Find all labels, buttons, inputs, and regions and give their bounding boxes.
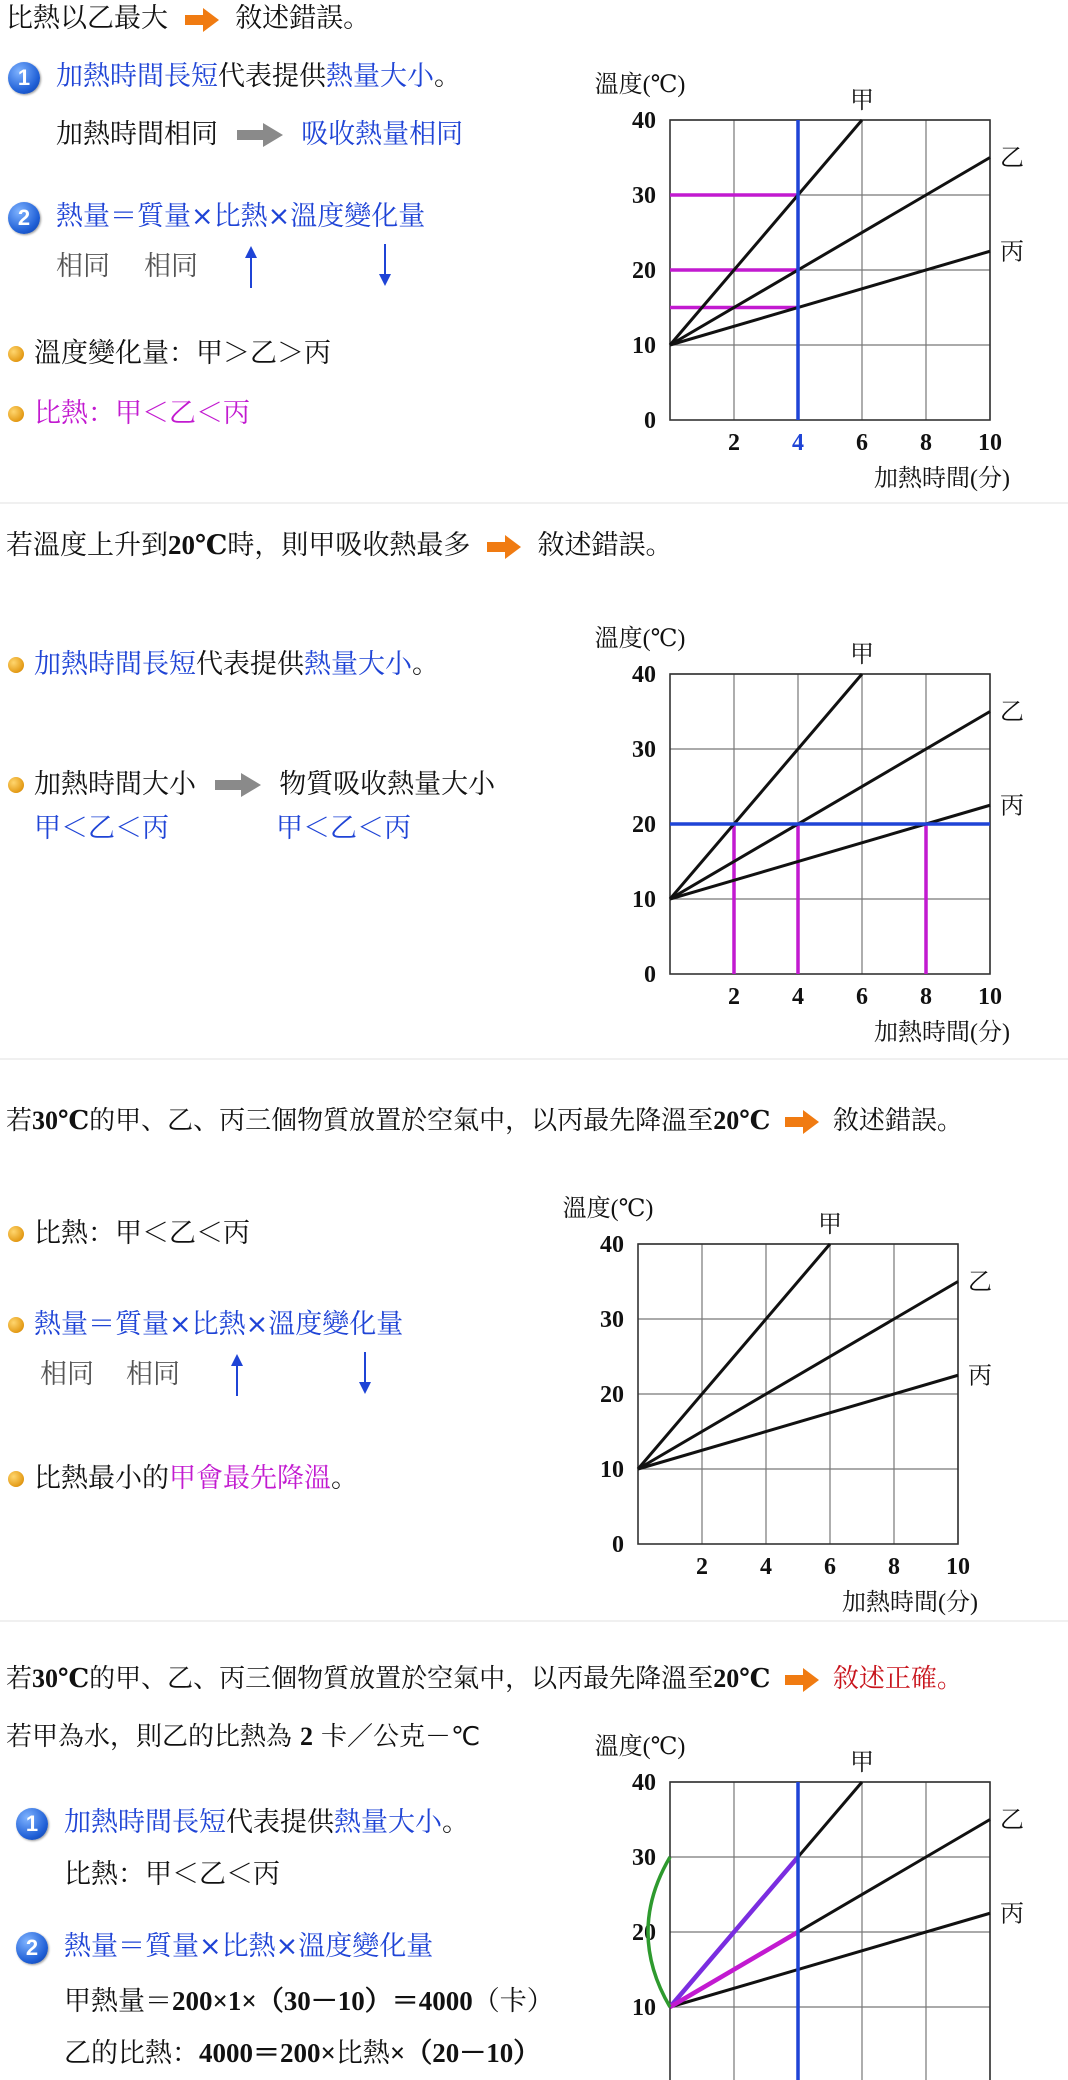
x-axis-label: 加熱時間(分): [874, 466, 1010, 492]
x-tick-label: 10: [978, 430, 1002, 456]
series-line: [670, 158, 990, 346]
bullet-temp-change: 溫度變化量：甲＞乙＞丙: [34, 338, 331, 369]
bullet-dot: [8, 406, 24, 422]
heading-text: 比熱以乙最大: [6, 3, 168, 34]
item1-line2: 比熱：甲＜乙＜丙: [64, 1859, 280, 1890]
number-badge-2: 2: [8, 202, 40, 234]
y-tick-label: 0: [644, 408, 656, 434]
x-tick-label: 6: [856, 430, 868, 456]
number-badge-2: 2: [16, 1932, 48, 1964]
x-tick-label: 8: [888, 1554, 900, 1580]
y-axis-label: 溫度(℃): [594, 626, 686, 652]
x-tick-label: 2: [728, 430, 740, 456]
series-label: 丙: [968, 1363, 992, 1390]
orange-arrow-icon: [785, 1668, 819, 1692]
bullet-dot: [8, 346, 24, 362]
series-label: 甲: [850, 88, 874, 114]
x-tick-label: 4: [760, 1554, 772, 1580]
y-tick-label: 20: [600, 1382, 624, 1408]
divider: [0, 1058, 1068, 1060]
series-line: [638, 1375, 958, 1469]
chart-2: [560, 594, 1040, 1054]
section4-heading: 若30℃的甲、乙、丙三個物質放置於空氣中，以丙最先降溫至20℃ 敘述正確。: [6, 1664, 963, 1694]
bullet-dot: [8, 1317, 24, 1333]
y-tick-label: 10: [600, 1457, 624, 1483]
same-label-2: 相同: [126, 1359, 180, 1390]
y-axis-label: 溫度(℃): [594, 1734, 686, 1760]
bullet-dot: [8, 657, 24, 673]
bullet-specific-heat: 比熱：甲＜乙＜丙: [34, 398, 250, 429]
series-line: [670, 1913, 990, 2007]
up-arrow-icon: [230, 1354, 244, 1396]
series-label: 丙: [1000, 1901, 1024, 1928]
series-line: [670, 805, 990, 899]
series-label: 乙: [968, 1269, 992, 1296]
section4-subheading: 若甲為水，則乙的比熱為 2 卡／公克－℃: [6, 1722, 481, 1752]
item1-line: 加熱時間長短代表提供熱量大小。: [56, 61, 461, 92]
item1-line2: 加熱時間相同 吸收熱量相同: [56, 119, 464, 150]
y-tick-label: 0: [644, 962, 656, 988]
x-tick-label: 2: [696, 1554, 708, 1580]
chart-4: [560, 1734, 1040, 2080]
series-line: [638, 1244, 830, 1469]
same-label-1: 相同: [56, 251, 110, 282]
section1-heading: [6, 2, 370, 36]
orange-arrow-icon: [185, 8, 219, 32]
series-label: 甲: [818, 1212, 842, 1238]
formula: 熱量＝質量×比熱×溫度變化量: [64, 1931, 434, 1962]
y-tick-label: 40: [632, 108, 656, 134]
series-line: [638, 1282, 958, 1470]
y-tick-label: 30: [600, 1307, 624, 1333]
section3-heading: 若30℃的甲、乙、丙三個物質放置於空氣中，以丙最先降溫至20℃ 敘述錯誤。: [6, 1106, 963, 1136]
y-tick-label: 40: [632, 1770, 656, 1796]
calc-line-2: 乙的比熱：4000＝200×比熱×（20－10）: [64, 2038, 541, 2069]
series-line: [670, 712, 990, 900]
chart-1: [560, 40, 1040, 500]
y-tick-label: 10: [632, 887, 656, 913]
orange-arrow-icon: [487, 535, 521, 559]
item1-line: 加熱時間長短代表提供熱量大小。: [64, 1807, 469, 1838]
number-badge-1: 1: [8, 62, 40, 94]
divider: [0, 1620, 1068, 1622]
section2-heading: 若溫度上升到20℃時，則甲吸收熱最多 敘述錯誤。: [6, 530, 673, 561]
y-tick-label: 30: [632, 1845, 656, 1871]
series-label: 丙: [1000, 239, 1024, 266]
plot-frame: [670, 1782, 990, 2080]
x-tick-label: 10: [946, 1554, 970, 1580]
bullet-specific-heat: 比熱：甲＜乙＜丙: [34, 1218, 250, 1249]
series-label: 乙: [1000, 145, 1024, 172]
x-tick-label: 8: [920, 430, 932, 456]
x-tick-label: 10: [978, 984, 1002, 1010]
formula: 熱量＝質量×比熱×溫度變化量: [56, 201, 426, 232]
y-axis-label: 溫度(℃): [562, 1196, 654, 1222]
number-badge-1: 1: [16, 1808, 48, 1840]
x-tick-label: 6: [856, 984, 868, 1010]
bullet-dot: [8, 777, 24, 793]
y-axis-label: 溫度(℃): [594, 72, 686, 98]
y-tick-label: 10: [632, 333, 656, 359]
series-line: [670, 251, 990, 345]
y-tick-label: 0: [612, 1532, 624, 1558]
series-line: [670, 120, 862, 345]
y-tick-label: 20: [632, 812, 656, 838]
y-tick-label: 30: [632, 737, 656, 763]
y-tick-label: 40: [632, 662, 656, 688]
series-label: 丙: [1000, 793, 1024, 820]
x-axis-label: 加熱時間(分): [874, 1020, 1010, 1046]
orange-arrow-icon: [785, 1110, 819, 1134]
bullet-heating-size: 加熱時間大小 物質吸收熱量大小: [34, 769, 496, 800]
up-arrow-icon: [244, 246, 258, 288]
y-tick-label: 30: [632, 183, 656, 209]
series-label: 乙: [1000, 699, 1024, 726]
bullet-dot: [8, 1471, 24, 1487]
y-tick-label: 10: [632, 1995, 656, 2021]
bullet-heating-time: 加熱時間長短代表提供熱量大小。: [34, 649, 439, 680]
formula: 熱量＝質量×比熱×溫度變化量: [34, 1309, 404, 1340]
order-b: 甲＜乙＜丙: [276, 813, 411, 844]
x-axis-label: 加熱時間(分): [842, 1590, 978, 1616]
series-line: [670, 674, 862, 899]
same-label-1: 相同: [40, 1359, 94, 1390]
x-tick-label: 4: [792, 984, 804, 1010]
down-arrow-icon: [378, 244, 392, 286]
bullet-first-cool: 比熱最小的甲會最先降溫。: [34, 1463, 358, 1494]
down-arrow-icon: [358, 1352, 372, 1394]
series-label: 甲: [850, 1750, 874, 1776]
same-label-2: 相同: [144, 251, 198, 282]
y-tick-label: 20: [632, 1920, 656, 1946]
verdict-text: 敘述錯誤。: [235, 3, 371, 34]
x-tick-label: 2: [728, 984, 740, 1010]
y-tick-label: 40: [600, 1232, 624, 1258]
divider: [0, 502, 1068, 504]
bullet-dot: [8, 1226, 24, 1242]
series-label: 乙: [1000, 1807, 1024, 1834]
y-tick-label: 20: [632, 258, 656, 284]
order-a: 甲＜乙＜丙: [34, 813, 169, 844]
gray-arrow-icon: [237, 123, 283, 147]
x-tick-label: 6: [824, 1554, 836, 1580]
calc-line-1: 甲熱量＝200×1×（30－10）＝4000（卡）: [64, 1986, 554, 2017]
x-tick-label: 8: [920, 984, 932, 1010]
series-label: 甲: [850, 642, 874, 668]
chart-3: [528, 1172, 1008, 1622]
x-tick-label: 4: [792, 430, 804, 456]
gray-arrow-icon: [215, 773, 261, 797]
